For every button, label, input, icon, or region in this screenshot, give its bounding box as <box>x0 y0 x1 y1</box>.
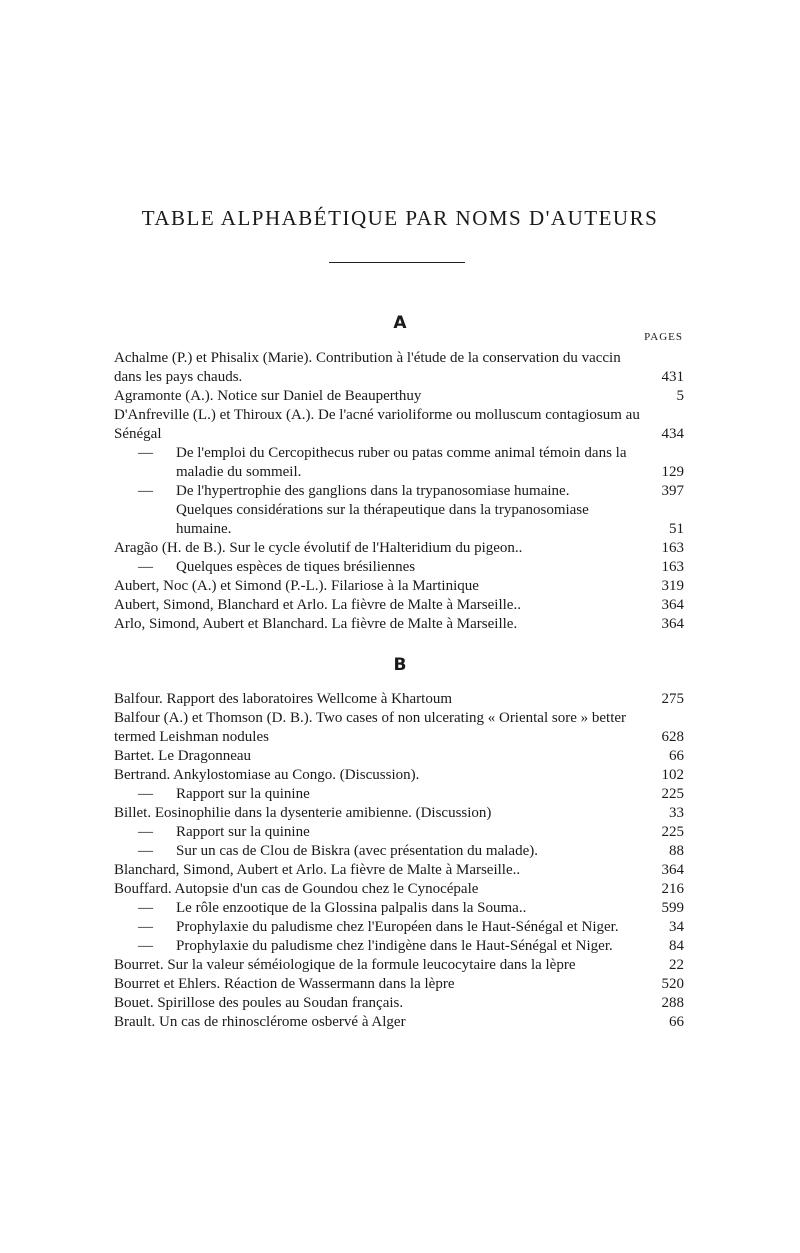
index-entry <box>114 804 684 823</box>
entry-text: Achalme (P.) et Phisalix (Marie). Contribution à l'étude de la conservation du vaccin dans les pays chauds. <box>114 350 621 385</box>
index-entry <box>114 861 684 880</box>
ditto-dash: — <box>138 938 153 954</box>
entry-text: Prophylaxie du paludisme chez l'indigène dans le Haut-Sénégal et Niger. <box>176 938 613 954</box>
index-entry <box>114 937 684 956</box>
index-entry <box>114 766 684 785</box>
entry-text: Aubert, Noc (A.) et Simond (P.-L.). Filariose à la Martinique <box>114 578 479 594</box>
entry-text: Aubert, Simond, Blanchard et Arlo. La fièvre de Malte à Marseille.. <box>114 597 521 613</box>
entry-text: Rapport sur la quinine <box>176 786 310 802</box>
entry-page-number: 275 <box>661 691 684 707</box>
entry-text: Agramonte (A.). Notice sur Daniel de Beauperthuy <box>114 388 422 404</box>
index-entry <box>114 615 684 634</box>
entry-text: Quelques considérations sur la thérapeutique dans la trypanosomiase humaine. <box>176 502 589 537</box>
index-entry <box>114 501 684 539</box>
entry-page-number: 599 <box>661 900 684 916</box>
index-entry <box>114 880 684 899</box>
section-b-entries <box>114 690 684 1032</box>
entry-page-number: 5 <box>676 388 684 404</box>
ditto-dash: — <box>138 843 153 859</box>
index-entry <box>114 709 684 747</box>
entry-text: Billet. Eosinophilie dans la dysenterie amibienne. (Discussion) <box>114 805 492 821</box>
entry-page-number: 216 <box>661 881 684 897</box>
entry-text: De l'emploi du Cercopithecus ruber ou patas comme animal témoin dans la maladie du sommeil. <box>176 445 627 480</box>
entry-page-number: 163 <box>661 540 684 556</box>
index-entry <box>114 994 684 1013</box>
entry-text: Bourret et Ehlers. Réaction de Wassermann dans la lèpre <box>114 976 455 992</box>
index-entry <box>114 482 684 501</box>
section-letter-a: A <box>393 313 407 333</box>
pages-column-label: PAGES <box>644 331 683 343</box>
index-entry <box>114 956 684 975</box>
entry-page-number: 431 <box>661 369 684 385</box>
index-entry <box>114 596 684 615</box>
entry-page-number: 22 <box>669 957 684 973</box>
entry-page-number: 66 <box>669 1014 684 1030</box>
index-entry <box>114 558 684 577</box>
index-entry <box>114 577 684 596</box>
entry-text: Le rôle enzootique de la Glossina palpalis dans la Souma.. <box>176 900 527 916</box>
index-entry <box>114 387 684 406</box>
entry-page-number: 288 <box>661 995 684 1011</box>
index-entry <box>114 785 684 804</box>
entry-text: Quelques espèces de tiques brésiliennes <box>176 559 416 575</box>
entry-page-number: 434 <box>661 426 684 442</box>
entry-page-number: 129 <box>661 464 684 480</box>
ditto-dash: — <box>138 483 153 499</box>
index-entry <box>114 349 684 387</box>
index-entry <box>114 747 684 766</box>
entry-text: Arlo, Simond, Aubert et Blanchard. La fièvre de Malte à Marseille. <box>114 616 518 632</box>
index-entry <box>114 406 684 444</box>
entry-page-number: 520 <box>661 976 684 992</box>
entry-page-number: 397 <box>661 483 684 499</box>
index-entry <box>114 1013 684 1032</box>
entry-text: Bertrand. Ankylostomiase au Congo. (Discussion). <box>114 767 420 783</box>
ditto-dash: — <box>138 900 153 916</box>
entry-text: Aragão (H. de B.). Sur le cycle évolutif de l'Halteridium du pigeon.. <box>114 540 523 556</box>
entry-text: Bartet. Le Dragonneau <box>114 748 252 764</box>
entry-page-number: 88 <box>669 843 684 859</box>
entry-page-number: 34 <box>669 919 684 935</box>
section-letter-b: B <box>393 655 407 675</box>
ditto-dash: — <box>138 559 153 575</box>
index-entry <box>114 975 684 994</box>
ditto-dash: — <box>138 786 153 802</box>
entry-page-number: 84 <box>669 938 684 954</box>
entry-page-number: 225 <box>661 786 684 802</box>
title-rule <box>329 262 465 263</box>
index-entry <box>114 539 684 558</box>
entry-page-number: 628 <box>661 729 684 745</box>
ditto-dash: — <box>138 919 153 935</box>
index-entry <box>114 918 684 937</box>
index-entry <box>114 899 684 918</box>
index-entry <box>114 690 684 709</box>
entry-page-number: 364 <box>661 597 684 613</box>
entry-text: Bouffard. Autopsie d'un cas de Goundou chez le Cynocépale <box>114 881 479 897</box>
ditto-dash: — <box>138 824 153 840</box>
entry-text: Bourret. Sur la valeur séméiologique de la formule leucocytaire dans la lèpre <box>114 957 576 973</box>
entry-page-number: 33 <box>669 805 684 821</box>
entry-text: D'Anfreville (L.) et Thiroux (A.). De l'acné varioliforme ou molluscum contagiosum au Sénégal <box>114 407 640 442</box>
entry-page-number: 225 <box>661 824 684 840</box>
entry-page-number: 102 <box>661 767 684 783</box>
index-entry <box>114 842 684 861</box>
entry-text: De l'hypertrophie des ganglions dans la trypanosomiase humaine. <box>176 483 570 499</box>
entry-page-number: 364 <box>661 616 684 632</box>
entry-text: Sur un cas de Clou de Biskra (avec présentation du malade). <box>176 843 538 859</box>
page-title: TABLE ALPHABÉTIQUE PAR NOMS D'AUTEURS <box>141 206 659 230</box>
entry-text: Balfour. Rapport des laboratoires Wellcome à Khartoum <box>114 691 453 707</box>
index-entry <box>114 823 684 842</box>
entry-text: Rapport sur la quinine <box>176 824 310 840</box>
entry-text: Brault. Un cas de rhinosclérome osbervé à Alger <box>114 1014 406 1030</box>
entry-page-number: 163 <box>661 559 684 575</box>
section-a-entries <box>114 349 684 634</box>
entry-page-number: 364 <box>661 862 684 878</box>
entry-page-number: 51 <box>669 521 684 537</box>
entry-text: Balfour (A.) et Thomson (D. B.). Two cases of non ulcerating « Oriental sore » better termed Leishman nodules <box>114 710 627 745</box>
entry-text: Blanchard, Simond, Aubert et Arlo. La fièvre de Malte à Marseille.. <box>114 862 521 878</box>
index-entry <box>114 444 684 482</box>
entry-page-number: 319 <box>661 578 684 594</box>
entry-text: Prophylaxie du paludisme chez l'Européen dans le Haut-Sénégal et Niger. <box>176 919 619 935</box>
entry-text: Bouet. Spirillose des poules au Soudan français. <box>114 995 404 1011</box>
entry-page-number: 66 <box>669 748 684 764</box>
ditto-dash: — <box>138 445 153 461</box>
